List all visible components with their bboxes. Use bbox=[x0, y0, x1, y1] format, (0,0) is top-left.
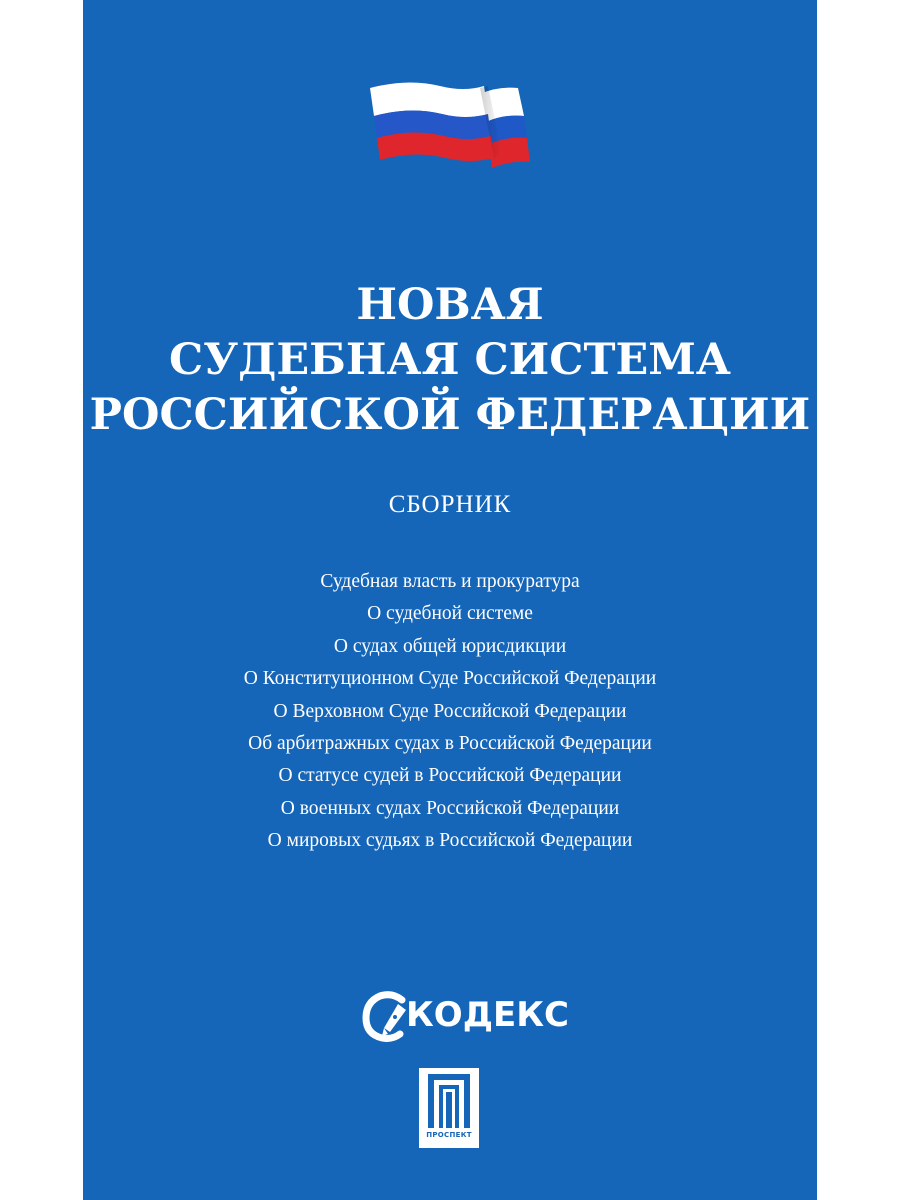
publisher-logo-text: ПРОСПЕКТ bbox=[426, 1131, 472, 1139]
title-line-3: РОССИЙСКОЙ ФЕДЕРАЦИИ bbox=[89, 390, 811, 440]
russian-flag-icon bbox=[368, 74, 532, 168]
book-subtitle: СБОРНИК bbox=[388, 491, 512, 518]
contents-item: О военных судах Российской Федерации bbox=[280, 797, 620, 819]
contents-item: Судебная власть и прокуратура bbox=[320, 571, 580, 592]
book-title bbox=[83, 278, 817, 443]
contents-item: Об арбитражных судах в Российской Федерации bbox=[248, 733, 652, 755]
contents-item: О Конституционном Суде Российской Федерации bbox=[243, 668, 657, 690]
publisher-logo bbox=[419, 1068, 479, 1148]
series-logo-text: КОДЕКС bbox=[406, 995, 569, 1035]
contents-item: О судебной системе bbox=[367, 603, 533, 625]
series-logo bbox=[362, 990, 569, 1042]
contents-item: О судах общей юрисдикции bbox=[333, 635, 567, 657]
prospekt-portal-icon bbox=[428, 1074, 470, 1128]
contents-item: О мировых судьях в Российской Федерации bbox=[267, 830, 633, 852]
contents-item: О Верховном Суде Российской Федерации bbox=[273, 700, 627, 722]
contents-list bbox=[83, 566, 817, 858]
contents-item: О статусе судей в Российской Федерации bbox=[278, 765, 622, 787]
title-line-1: НОВАЯ bbox=[356, 280, 544, 330]
title-line-2: СУДЕБНАЯ СИСТЕМА bbox=[169, 335, 731, 385]
